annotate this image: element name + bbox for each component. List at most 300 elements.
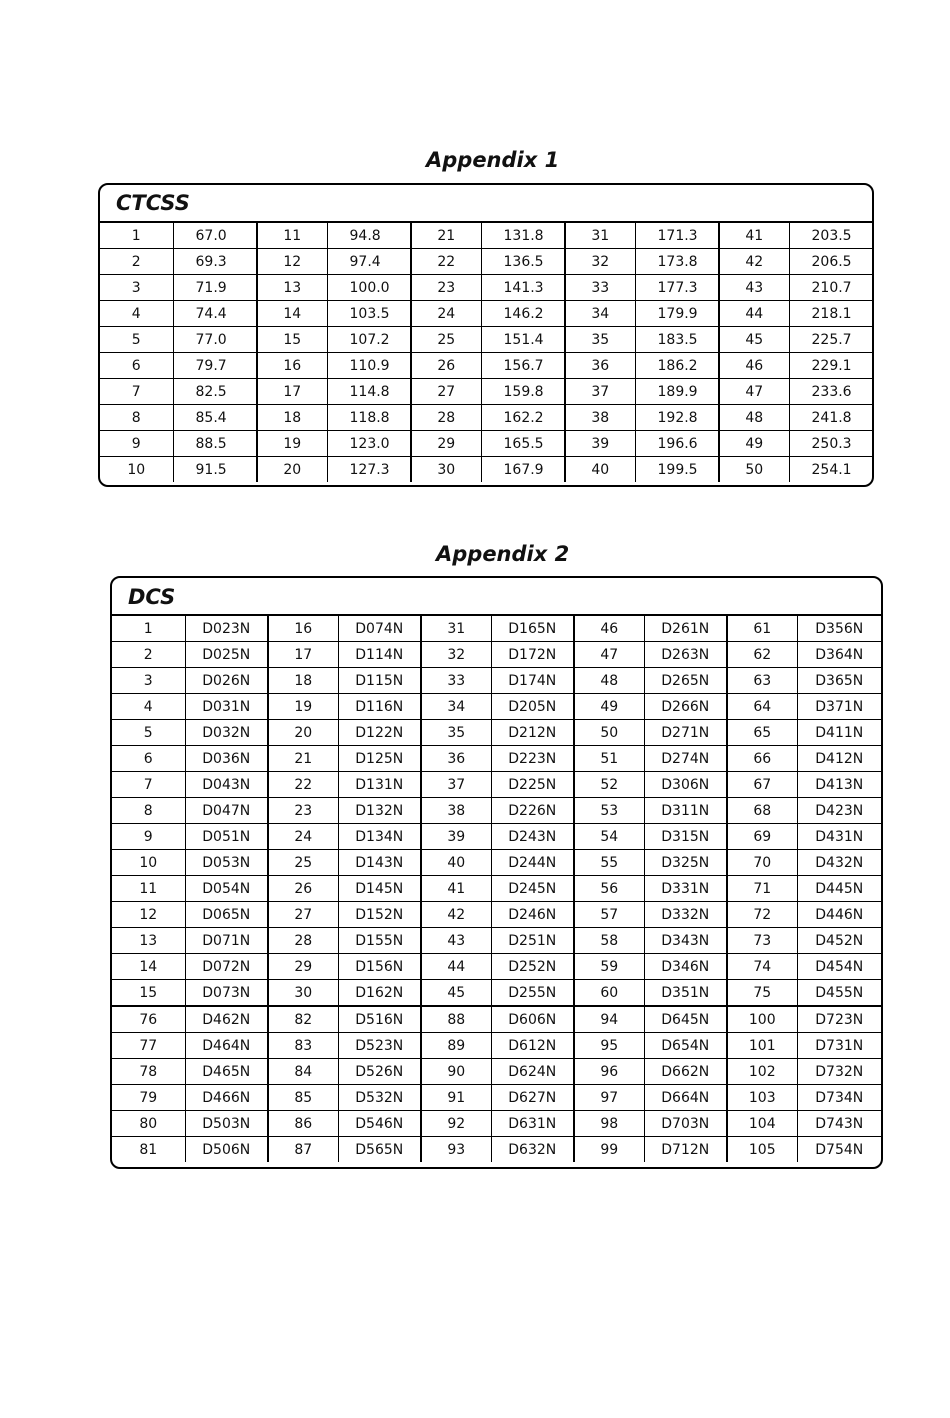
channel-number-cell: 44 <box>719 301 789 327</box>
channel-number-cell: 27 <box>411 379 481 405</box>
channel-number-cell: 102 <box>727 1059 797 1085</box>
channel-number-cell: 26 <box>268 876 338 902</box>
channel-number-cell: 5 <box>112 720 185 746</box>
tone-frequency-cell: 196.6 <box>635 431 719 457</box>
tone-frequency-cell: 192.8 <box>635 405 719 431</box>
channel-number-cell: 2 <box>112 642 185 668</box>
tone-frequency-cell: 69.3 <box>173 249 257 275</box>
channel-number-cell: 85 <box>268 1085 338 1111</box>
dcs-code-cell: D516N <box>338 1006 421 1033</box>
dcs-code-cell: D065N <box>185 902 268 928</box>
dcs-code-cell: D071N <box>185 928 268 954</box>
channel-number-cell: 17 <box>268 642 338 668</box>
channel-number-cell: 7 <box>100 379 173 405</box>
table-row <box>112 954 881 980</box>
channel-number-cell: 25 <box>268 850 338 876</box>
channel-number-cell: 3 <box>100 275 173 301</box>
channel-number-cell: 59 <box>574 954 644 980</box>
tone-frequency-cell: 100.0 <box>327 275 411 301</box>
dcs-code-cell: D732N <box>797 1059 881 1085</box>
dcs-code-cell: D263N <box>644 642 727 668</box>
tone-frequency-cell: 136.5 <box>481 249 565 275</box>
channel-number-cell: 100 <box>727 1006 797 1033</box>
channel-number-cell: 18 <box>268 668 338 694</box>
channel-number-cell: 9 <box>100 431 173 457</box>
channel-number-cell: 90 <box>421 1059 491 1085</box>
dcs-code-cell: D165N <box>491 616 574 642</box>
dcs-code-cell: D331N <box>644 876 727 902</box>
ctcss-table-title: CTCSS <box>100 185 872 223</box>
dcs-code-cell: D043N <box>185 772 268 798</box>
channel-number-cell: 47 <box>574 642 644 668</box>
dcs-code-cell: D645N <box>644 1006 727 1033</box>
table-row <box>100 431 872 457</box>
dcs-code-cell: D624N <box>491 1059 574 1085</box>
tone-frequency-cell: 85.4 <box>173 405 257 431</box>
dcs-code-cell: D274N <box>644 746 727 772</box>
dcs-code-cell: D662N <box>644 1059 727 1085</box>
tone-frequency-cell: 241.8 <box>789 405 872 431</box>
channel-number-cell: 41 <box>421 876 491 902</box>
channel-number-cell: 37 <box>421 772 491 798</box>
channel-number-cell: 105 <box>727 1137 797 1163</box>
dcs-code-cell: D155N <box>338 928 421 954</box>
tone-frequency-cell: 127.3 <box>327 457 411 483</box>
tone-frequency-cell: 173.8 <box>635 249 719 275</box>
dcs-code-cell: D212N <box>491 720 574 746</box>
channel-number-cell: 36 <box>565 353 635 379</box>
dcs-code-cell: D271N <box>644 720 727 746</box>
dcs-code-cell: D251N <box>491 928 574 954</box>
channel-number-cell: 14 <box>257 301 327 327</box>
tone-frequency-cell: 156.7 <box>481 353 565 379</box>
tone-frequency-cell: 91.5 <box>173 457 257 483</box>
channel-number-cell: 80 <box>112 1111 185 1137</box>
dcs-code-cell: D454N <box>797 954 881 980</box>
tone-frequency-cell: 179.9 <box>635 301 719 327</box>
channel-number-cell: 4 <box>112 694 185 720</box>
channel-number-cell: 95 <box>574 1033 644 1059</box>
tone-frequency-cell: 77.0 <box>173 327 257 353</box>
channel-number-cell: 31 <box>421 616 491 642</box>
channel-number-cell: 82 <box>268 1006 338 1033</box>
dcs-code-cell: D145N <box>338 876 421 902</box>
tone-frequency-cell: 171.3 <box>635 223 719 249</box>
channel-number-cell: 19 <box>268 694 338 720</box>
channel-number-cell: 6 <box>100 353 173 379</box>
channel-number-cell: 29 <box>268 954 338 980</box>
dcs-code-cell: D311N <box>644 798 727 824</box>
dcs-code-cell: D036N <box>185 746 268 772</box>
dcs-code-cell: D026N <box>185 668 268 694</box>
dcs-table <box>112 616 881 1162</box>
channel-number-cell: 79 <box>112 1085 185 1111</box>
dcs-code-cell: D114N <box>338 642 421 668</box>
channel-number-cell: 24 <box>411 301 481 327</box>
channel-number-cell: 77 <box>112 1033 185 1059</box>
channel-number-cell: 41 <box>719 223 789 249</box>
table-row <box>112 668 881 694</box>
dcs-code-cell: D364N <box>797 642 881 668</box>
channel-number-cell: 70 <box>727 850 797 876</box>
table-row <box>112 1085 881 1111</box>
channel-number-cell: 38 <box>565 405 635 431</box>
table-row <box>112 1033 881 1059</box>
dcs-code-cell: D131N <box>338 772 421 798</box>
tone-frequency-cell: 82.5 <box>173 379 257 405</box>
tone-frequency-cell: 167.9 <box>481 457 565 483</box>
table-row <box>112 798 881 824</box>
tone-frequency-cell: 74.4 <box>173 301 257 327</box>
dcs-code-cell: D356N <box>797 616 881 642</box>
tone-frequency-cell: 118.8 <box>327 405 411 431</box>
table-row <box>100 457 872 483</box>
table-row <box>100 405 872 431</box>
channel-number-cell: 88 <box>421 1006 491 1033</box>
tone-frequency-cell: 103.5 <box>327 301 411 327</box>
channel-number-cell: 35 <box>421 720 491 746</box>
channel-number-cell: 9 <box>112 824 185 850</box>
channel-number-cell: 62 <box>727 642 797 668</box>
tone-frequency-cell: 233.6 <box>789 379 872 405</box>
channel-number-cell: 3 <box>112 668 185 694</box>
channel-number-cell: 40 <box>421 850 491 876</box>
channel-number-cell: 34 <box>565 301 635 327</box>
dcs-code-cell: D072N <box>185 954 268 980</box>
channel-number-cell: 28 <box>268 928 338 954</box>
table-row <box>100 301 872 327</box>
channel-number-cell: 103 <box>727 1085 797 1111</box>
channel-number-cell: 21 <box>411 223 481 249</box>
dcs-table-title: DCS <box>112 578 881 616</box>
channel-number-cell: 10 <box>112 850 185 876</box>
channel-number-cell: 73 <box>727 928 797 954</box>
channel-number-cell: 8 <box>100 405 173 431</box>
channel-number-cell: 45 <box>421 980 491 1007</box>
channel-number-cell: 96 <box>574 1059 644 1085</box>
channel-number-cell: 30 <box>411 457 481 483</box>
dcs-code-cell: D205N <box>491 694 574 720</box>
channel-number-cell: 13 <box>112 928 185 954</box>
channel-number-cell: 17 <box>257 379 327 405</box>
dcs-code-cell: D431N <box>797 824 881 850</box>
channel-number-cell: 98 <box>574 1111 644 1137</box>
dcs-code-cell: D506N <box>185 1137 268 1163</box>
channel-number-cell: 15 <box>112 980 185 1007</box>
dcs-code-cell: D053N <box>185 850 268 876</box>
channel-number-cell: 8 <box>112 798 185 824</box>
dcs-code-cell: D754N <box>797 1137 881 1163</box>
channel-number-cell: 30 <box>268 980 338 1007</box>
channel-number-cell: 35 <box>565 327 635 353</box>
dcs-code-cell: D523N <box>338 1033 421 1059</box>
channel-number-cell: 5 <box>100 327 173 353</box>
dcs-code-cell: D243N <box>491 824 574 850</box>
dcs-code-cell: D125N <box>338 746 421 772</box>
dcs-code-cell: D423N <box>797 798 881 824</box>
table-row <box>112 928 881 954</box>
table-row <box>112 694 881 720</box>
channel-number-cell: 78 <box>112 1059 185 1085</box>
channel-number-cell: 104 <box>727 1111 797 1137</box>
channel-number-cell: 11 <box>112 876 185 902</box>
channel-number-cell: 87 <box>268 1137 338 1163</box>
table-row <box>100 275 872 301</box>
dcs-code-cell: D731N <box>797 1033 881 1059</box>
channel-number-cell: 99 <box>574 1137 644 1163</box>
channel-number-cell: 37 <box>565 379 635 405</box>
ctcss-table-box <box>98 183 874 487</box>
channel-number-cell: 19 <box>257 431 327 457</box>
dcs-code-cell: D464N <box>185 1033 268 1059</box>
channel-number-cell: 64 <box>727 694 797 720</box>
dcs-code-cell: D116N <box>338 694 421 720</box>
channel-number-cell: 42 <box>719 249 789 275</box>
table-row <box>112 616 881 642</box>
dcs-code-cell: D252N <box>491 954 574 980</box>
channel-number-cell: 16 <box>257 353 327 379</box>
channel-number-cell: 55 <box>574 850 644 876</box>
channel-number-cell: 58 <box>574 928 644 954</box>
tone-frequency-cell: 210.7 <box>789 275 872 301</box>
channel-number-cell: 83 <box>268 1033 338 1059</box>
dcs-code-cell: D261N <box>644 616 727 642</box>
channel-number-cell: 75 <box>727 980 797 1007</box>
channel-number-cell: 68 <box>727 798 797 824</box>
table-row <box>112 1111 881 1137</box>
table-row <box>100 379 872 405</box>
channel-number-cell: 22 <box>268 772 338 798</box>
table-row <box>100 327 872 353</box>
dcs-code-cell: D606N <box>491 1006 574 1033</box>
dcs-code-cell: D445N <box>797 876 881 902</box>
channel-number-cell: 50 <box>574 720 644 746</box>
table-row <box>112 980 881 1007</box>
dcs-code-cell: D351N <box>644 980 727 1007</box>
channel-number-cell: 18 <box>257 405 327 431</box>
channel-number-cell: 33 <box>421 668 491 694</box>
channel-number-cell: 74 <box>727 954 797 980</box>
channel-number-cell: 32 <box>421 642 491 668</box>
dcs-code-cell: D115N <box>338 668 421 694</box>
tone-frequency-cell: 94.8 <box>327 223 411 249</box>
tone-frequency-cell: 165.5 <box>481 431 565 457</box>
dcs-code-cell: D223N <box>491 746 574 772</box>
channel-number-cell: 12 <box>112 902 185 928</box>
tone-frequency-cell: 206.5 <box>789 249 872 275</box>
channel-number-cell: 7 <box>112 772 185 798</box>
dcs-code-cell: D245N <box>491 876 574 902</box>
channel-number-cell: 12 <box>257 249 327 275</box>
dcs-code-cell: D132N <box>338 798 421 824</box>
table-row <box>112 902 881 928</box>
channel-number-cell: 97 <box>574 1085 644 1111</box>
table-row <box>112 876 881 902</box>
dcs-code-cell: D031N <box>185 694 268 720</box>
tone-frequency-cell: 254.1 <box>789 457 872 483</box>
tone-frequency-cell: 162.2 <box>481 405 565 431</box>
channel-number-cell: 86 <box>268 1111 338 1137</box>
channel-number-cell: 63 <box>727 668 797 694</box>
channel-number-cell: 26 <box>411 353 481 379</box>
dcs-code-cell: D325N <box>644 850 727 876</box>
channel-number-cell: 50 <box>719 457 789 483</box>
channel-number-cell: 39 <box>421 824 491 850</box>
table-row <box>112 850 881 876</box>
channel-number-cell: 47 <box>719 379 789 405</box>
table-row <box>112 746 881 772</box>
dcs-code-cell: D332N <box>644 902 727 928</box>
channel-number-cell: 25 <box>411 327 481 353</box>
table-row <box>112 642 881 668</box>
tone-frequency-cell: 71.9 <box>173 275 257 301</box>
dcs-code-cell: D226N <box>491 798 574 824</box>
channel-number-cell: 69 <box>727 824 797 850</box>
channel-number-cell: 11 <box>257 223 327 249</box>
table-row <box>100 223 872 249</box>
channel-number-cell: 1 <box>100 223 173 249</box>
dcs-code-cell: D051N <box>185 824 268 850</box>
channel-number-cell: 76 <box>112 1006 185 1033</box>
channel-number-cell: 27 <box>268 902 338 928</box>
tone-frequency-cell: 151.4 <box>481 327 565 353</box>
channel-number-cell: 40 <box>565 457 635 483</box>
dcs-code-cell: D346N <box>644 954 727 980</box>
channel-number-cell: 81 <box>112 1137 185 1163</box>
tone-frequency-cell: 110.9 <box>327 353 411 379</box>
channel-number-cell: 33 <box>565 275 635 301</box>
dcs-code-cell: D664N <box>644 1085 727 1111</box>
table-row <box>112 1006 881 1033</box>
dcs-code-cell: D134N <box>338 824 421 850</box>
tone-frequency-cell: 189.9 <box>635 379 719 405</box>
channel-number-cell: 54 <box>574 824 644 850</box>
tone-frequency-cell: 183.5 <box>635 327 719 353</box>
channel-number-cell: 52 <box>574 772 644 798</box>
dcs-code-cell: D654N <box>644 1033 727 1059</box>
channel-number-cell: 16 <box>268 616 338 642</box>
tone-frequency-cell: 79.7 <box>173 353 257 379</box>
channel-number-cell: 38 <box>421 798 491 824</box>
dcs-code-cell: D047N <box>185 798 268 824</box>
channel-number-cell: 23 <box>268 798 338 824</box>
dcs-code-cell: D503N <box>185 1111 268 1137</box>
dcs-code-cell: D432N <box>797 850 881 876</box>
channel-number-cell: 89 <box>421 1033 491 1059</box>
channel-number-cell: 21 <box>268 746 338 772</box>
channel-number-cell: 20 <box>257 457 327 483</box>
dcs-code-cell: D246N <box>491 902 574 928</box>
dcs-code-cell: D546N <box>338 1111 421 1137</box>
dcs-code-cell: D371N <box>797 694 881 720</box>
tone-frequency-cell: 88.5 <box>173 431 257 457</box>
tone-frequency-cell: 225.7 <box>789 327 872 353</box>
channel-number-cell: 46 <box>574 616 644 642</box>
channel-number-cell: 56 <box>574 876 644 902</box>
dcs-code-cell: D723N <box>797 1006 881 1033</box>
dcs-code-cell: D306N <box>644 772 727 798</box>
channel-number-cell: 101 <box>727 1033 797 1059</box>
channel-number-cell: 57 <box>574 902 644 928</box>
dcs-code-cell: D632N <box>491 1137 574 1163</box>
dcs-code-cell: D465N <box>185 1059 268 1085</box>
dcs-code-cell: D023N <box>185 616 268 642</box>
appendix-2-title: Appendix 2 <box>436 542 570 566</box>
channel-number-cell: 39 <box>565 431 635 457</box>
channel-number-cell: 61 <box>727 616 797 642</box>
table-row <box>112 720 881 746</box>
dcs-code-cell: D703N <box>644 1111 727 1137</box>
dcs-code-cell: D225N <box>491 772 574 798</box>
channel-number-cell: 31 <box>565 223 635 249</box>
channel-number-cell: 15 <box>257 327 327 353</box>
channel-number-cell: 92 <box>421 1111 491 1137</box>
channel-number-cell: 32 <box>565 249 635 275</box>
channel-number-cell: 67 <box>727 772 797 798</box>
dcs-code-cell: D143N <box>338 850 421 876</box>
dcs-code-cell: D162N <box>338 980 421 1007</box>
channel-number-cell: 66 <box>727 746 797 772</box>
dcs-code-cell: D446N <box>797 902 881 928</box>
channel-number-cell: 24 <box>268 824 338 850</box>
channel-number-cell: 49 <box>719 431 789 457</box>
dcs-code-cell: D074N <box>338 616 421 642</box>
dcs-code-cell: D413N <box>797 772 881 798</box>
dcs-table-box <box>110 576 883 1169</box>
dcs-code-cell: D365N <box>797 668 881 694</box>
dcs-code-cell: D152N <box>338 902 421 928</box>
tone-frequency-cell: 229.1 <box>789 353 872 379</box>
dcs-code-cell: D734N <box>797 1085 881 1111</box>
channel-number-cell: 43 <box>421 928 491 954</box>
channel-number-cell: 43 <box>719 275 789 301</box>
dcs-code-cell: D343N <box>644 928 727 954</box>
channel-number-cell: 60 <box>574 980 644 1007</box>
dcs-code-cell: D174N <box>491 668 574 694</box>
channel-number-cell: 13 <box>257 275 327 301</box>
dcs-code-cell: D054N <box>185 876 268 902</box>
table-row <box>100 353 872 379</box>
channel-number-cell: 36 <box>421 746 491 772</box>
tone-frequency-cell: 250.3 <box>789 431 872 457</box>
channel-number-cell: 28 <box>411 405 481 431</box>
dcs-code-cell: D411N <box>797 720 881 746</box>
table-row <box>100 249 872 275</box>
channel-number-cell: 20 <box>268 720 338 746</box>
channel-number-cell: 23 <box>411 275 481 301</box>
channel-number-cell: 10 <box>100 457 173 483</box>
dcs-code-cell: D032N <box>185 720 268 746</box>
channel-number-cell: 48 <box>719 405 789 431</box>
dcs-code-cell: D073N <box>185 980 268 1007</box>
tone-frequency-cell: 141.3 <box>481 275 565 301</box>
tone-frequency-cell: 218.1 <box>789 301 872 327</box>
channel-number-cell: 46 <box>719 353 789 379</box>
channel-number-cell: 93 <box>421 1137 491 1163</box>
dcs-code-cell: D266N <box>644 694 727 720</box>
tone-frequency-cell: 131.8 <box>481 223 565 249</box>
dcs-code-cell: D452N <box>797 928 881 954</box>
channel-number-cell: 53 <box>574 798 644 824</box>
tone-frequency-cell: 159.8 <box>481 379 565 405</box>
tone-frequency-cell: 177.3 <box>635 275 719 301</box>
tone-frequency-cell: 97.4 <box>327 249 411 275</box>
channel-number-cell: 45 <box>719 327 789 353</box>
dcs-code-cell: D462N <box>185 1006 268 1033</box>
table-row <box>112 1137 881 1163</box>
dcs-code-cell: D565N <box>338 1137 421 1163</box>
dcs-code-cell: D712N <box>644 1137 727 1163</box>
